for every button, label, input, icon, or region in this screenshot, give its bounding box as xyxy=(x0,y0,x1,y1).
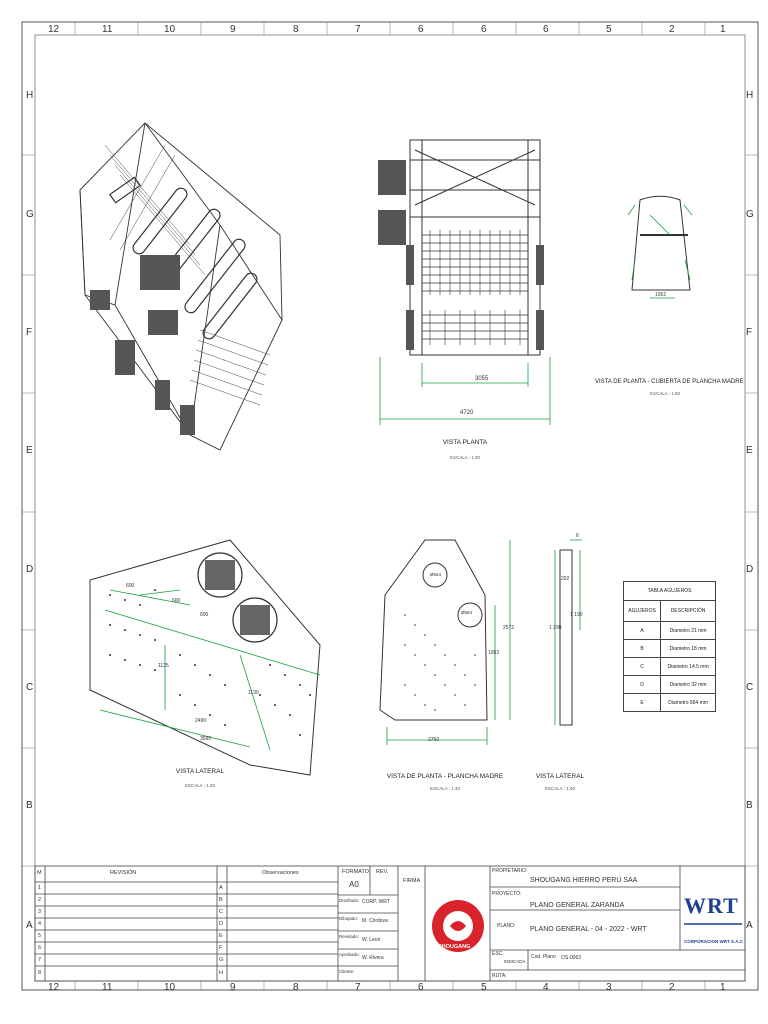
ruler-left-F: F xyxy=(26,327,33,338)
rev-label: REV. xyxy=(376,869,389,875)
ruta-label: RUTA: xyxy=(492,973,507,979)
ruler-left-A: A xyxy=(26,920,33,931)
rev-letter: F xyxy=(219,945,223,951)
rev-letter: E xyxy=(219,933,223,939)
hole-code: B xyxy=(624,640,661,658)
disenado-label: Diseñado: xyxy=(339,898,360,903)
cover-dim: 1952 xyxy=(655,292,667,298)
esc-label: ESC. xyxy=(492,951,504,957)
holes-table-caption: TABLA AGUJEROS xyxy=(624,582,716,601)
plano-label: PLANO: xyxy=(497,923,516,929)
cover-view-title: VISTA DE PLANTA - CUBIERTA DE PLANCHA MADRE xyxy=(595,379,744,385)
plan-dim-inner: 3055 xyxy=(475,376,489,382)
ruler-top-2: 2 xyxy=(669,24,675,35)
cod-plano-value: OS-0063 xyxy=(561,955,582,961)
dibujado-value: M. Córdova xyxy=(362,918,388,924)
plate-view-title: VISTA DE PLANTA - PLANCHA MADRE xyxy=(386,773,504,780)
hole-code: A xyxy=(624,622,661,640)
logo-hierro-text: HIERRO xyxy=(445,892,467,898)
shougang-logo xyxy=(428,876,488,976)
rev-num: 6 xyxy=(38,945,42,951)
hole-description: Diametro 21 mm xyxy=(661,622,716,640)
hole-description: Diametro 564 mm xyxy=(661,694,716,712)
hole-description: Diametro 18 mm xyxy=(661,640,716,658)
ruler-top-9: 9 xyxy=(230,24,236,35)
rev-letter: C xyxy=(219,909,223,915)
holes-header-agujeros: AGUJEROS xyxy=(624,601,661,622)
small-dim-2: 292 xyxy=(561,576,570,582)
cod-plano-label: Cod. Plano xyxy=(531,954,556,960)
lateral-dim-1: 600 xyxy=(126,583,135,589)
logo-shougang-text: SHOUGANG xyxy=(438,944,471,950)
ruler-top-6a: 6 xyxy=(418,24,424,35)
small-dim-top: 6 xyxy=(576,533,579,539)
rev-letter: B xyxy=(219,897,223,903)
ruler-bottom-10: 10 xyxy=(164,982,176,993)
ruler-top-7: 7 xyxy=(355,24,361,35)
rev-num: 2 xyxy=(38,897,42,903)
proyecto-value: PLANO GENERAL ZARANDA xyxy=(530,902,625,909)
lateral-dim-5: 1130 xyxy=(248,690,259,696)
ruler-bottom-11: 11 xyxy=(102,982,113,993)
ruler-left-D: D xyxy=(26,564,34,575)
plan-dim-outer: 4720 xyxy=(460,410,474,416)
ruler-top-1: 1 xyxy=(720,24,726,35)
ruler-top-12: 12 xyxy=(48,24,60,35)
plan-view-title: VISTA PLANTA xyxy=(442,439,488,446)
aprobado-value: W. Rivera xyxy=(362,955,384,961)
rev-num: 7 xyxy=(38,957,42,963)
rev-num: 4 xyxy=(38,921,42,927)
plate-dim-width: 2750 xyxy=(428,737,440,743)
plan-view-scale: ESCALA : 1:20 xyxy=(449,455,481,460)
wrt-logo-text: WRT xyxy=(684,893,739,918)
wrt-logo-subtitle: CORPORACION WRT S.A.C xyxy=(684,939,743,944)
rev-col-observaciones: Observaciones xyxy=(262,870,299,876)
ruler-right-E: E xyxy=(746,445,753,456)
ruler-bottom-7: 7 xyxy=(355,982,361,993)
rev-letter: G xyxy=(219,957,224,963)
ruler-left-E: E xyxy=(26,445,33,456)
ruler-right-H: H xyxy=(746,90,754,101)
ruler-left-G: G xyxy=(26,209,34,220)
propietario-value: SHOUGANG HIERRO PERÚ SAA xyxy=(530,877,638,884)
small-dim-height: 1 298 xyxy=(549,625,562,631)
lateral-view-scale: ESCALA : 1:20 xyxy=(184,783,216,788)
ruler-right-B: B xyxy=(746,800,753,811)
rev-letter: A xyxy=(219,885,223,891)
ruler-bottom-5: 5 xyxy=(481,982,487,993)
hole-code: D xyxy=(624,676,661,694)
ruler-right-F: F xyxy=(746,327,753,338)
revisado-label: Revisado: xyxy=(339,934,360,939)
rev-num: 8 xyxy=(38,970,42,976)
ruler-right-G: G xyxy=(746,209,754,220)
ruler-right-A: A xyxy=(746,920,753,931)
proyecto-label: PROYECTO: xyxy=(492,891,522,897)
ruler-bottom-8: 8 xyxy=(293,982,299,993)
rev-num: 3 xyxy=(38,909,42,915)
esc-value: INDICADA xyxy=(504,959,526,964)
ruler-left-B: B xyxy=(26,800,33,811)
plate-hole-2: Ø564 xyxy=(461,610,473,615)
ruler-bottom-3: 3 xyxy=(606,982,612,993)
plate-hole-1: Ø564 xyxy=(430,572,442,577)
lateral-view-title: VISTA LATERAL xyxy=(175,768,225,775)
hole-code: C xyxy=(624,658,661,676)
ruler-bottom-1: 1 xyxy=(720,982,726,993)
ruler-right-D: D xyxy=(746,564,754,575)
formato-label: FORMATO xyxy=(342,869,369,875)
dibujado-label: Dibujado: xyxy=(339,916,359,921)
lateral-dim-3: 600 xyxy=(200,612,209,618)
ruler-left-C: C xyxy=(26,682,34,693)
ruler-bottom-9: 9 xyxy=(230,982,236,993)
ruler-top-5: 5 xyxy=(606,24,612,35)
rev-col-m: M xyxy=(37,870,42,876)
hole-code: E xyxy=(624,694,661,712)
hole-description: Diametro 14.5 mm xyxy=(661,658,716,676)
ruler-bottom-2: 2 xyxy=(669,982,675,993)
cliente-label: Cliente: xyxy=(339,969,355,974)
small-lateral-scale: ESCALA : 1:40 xyxy=(544,786,576,791)
ruler-top-6c: 6 xyxy=(543,24,549,35)
ruler-bottom-12: 12 xyxy=(48,982,60,993)
hole-description: Diametro 32 mm xyxy=(661,676,716,694)
holes-header-descripcion: DESCRIPCIÓN xyxy=(661,601,716,622)
ruler-top-11: 11 xyxy=(102,24,113,35)
lateral-dim-2: 600 xyxy=(172,598,181,604)
propietario-label: PROPIETARIO: xyxy=(492,868,528,874)
plate-view-scale: ESCALA : 1:40 xyxy=(429,786,461,791)
ruler-left-H: H xyxy=(26,90,34,101)
plano-value: PLANO GENERAL - 04 - 2022 - WRT xyxy=(530,926,647,933)
lateral-dim-7: 3590 xyxy=(200,736,212,742)
lateral-dim-4: 1125 xyxy=(158,663,169,669)
firma-label: FIRMA xyxy=(403,878,421,884)
small-lateral-title: VISTA LATERAL xyxy=(535,773,585,780)
formato-value: A0 xyxy=(349,880,359,889)
rev-num: 1 xyxy=(38,885,42,891)
ruler-top-10: 10 xyxy=(164,24,176,35)
lateral-dim-6: 2490 xyxy=(195,718,207,724)
rev-col-revision: REVISIÓN xyxy=(110,870,137,876)
plate-dim-outer-h: 2572 xyxy=(503,625,515,631)
rev-letter: D xyxy=(219,921,223,927)
revisado-value: W. Leon xyxy=(362,937,381,943)
small-dim-3: 1 190 xyxy=(570,612,583,618)
ruler-bottom-4: 4 xyxy=(543,982,549,993)
plate-dim-inner-h: 1953 xyxy=(488,650,500,656)
ruler-top-6b: 6 xyxy=(481,24,487,35)
rev-num: 5 xyxy=(38,933,42,939)
ruler-bottom-6: 6 xyxy=(418,982,424,993)
ruler-right-C: C xyxy=(746,682,754,693)
disenado-value: CORP. WRT xyxy=(362,899,390,905)
aprobado-label: Aprobado: xyxy=(339,952,360,957)
ruler-top-8: 8 xyxy=(293,24,299,35)
rev-letter: H xyxy=(219,970,223,976)
cover-view-scale: ESCALA : 1:60 xyxy=(649,391,681,396)
